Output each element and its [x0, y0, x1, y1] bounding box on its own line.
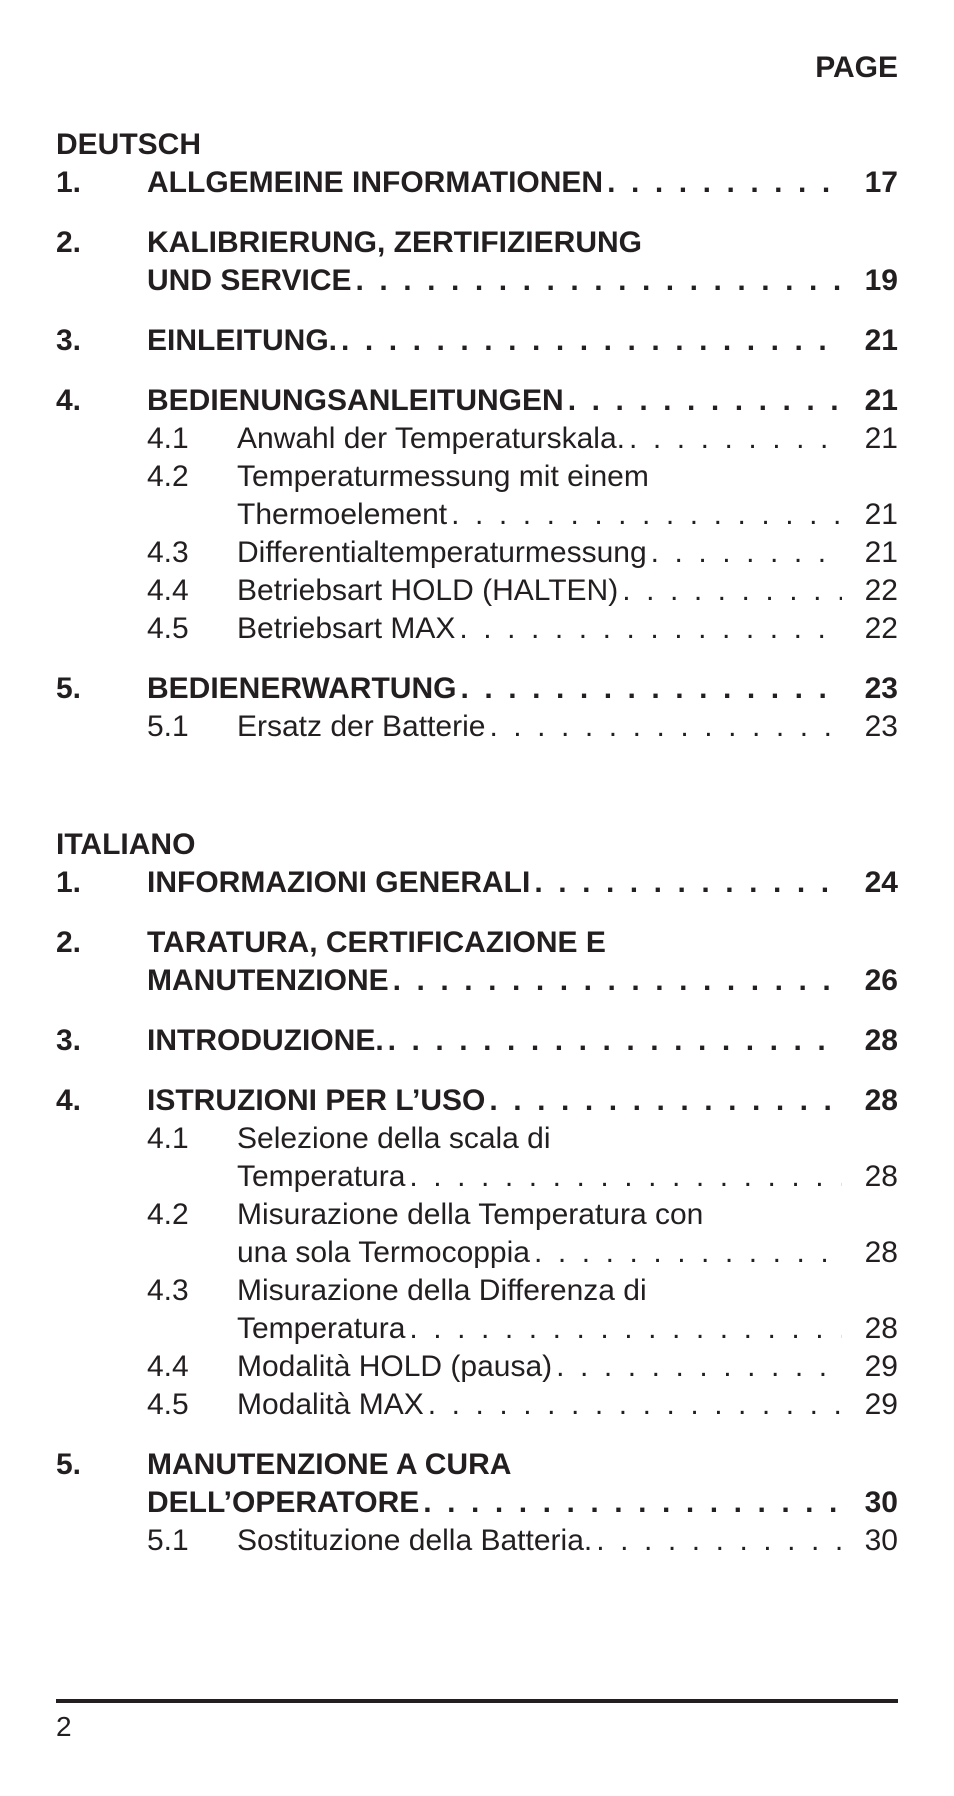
toc-number: 4.: [56, 384, 82, 417]
language-heading: ITALIANO: [56, 828, 196, 861]
toc-title: Sostituzione della Batteria.: [237, 1524, 593, 1557]
toc-page: 23: [864, 710, 898, 743]
leader-dots: [622, 572, 842, 610]
leader-dots: [596, 1522, 842, 1560]
leader-dots: [651, 534, 842, 572]
toc-title-line1: Temperaturmessung mit einem: [237, 460, 649, 493]
toc-subentry[interactable]: [56, 1522, 898, 1560]
leader-dots: [556, 1348, 842, 1386]
leader-dots: [388, 1022, 842, 1060]
toc-entry[interactable]: [56, 224, 898, 300]
toc-entry[interactable]: [56, 670, 898, 708]
toc-number: 4.5: [147, 612, 189, 645]
toc-page: 28: [864, 1312, 898, 1345]
toc-number: 4.: [56, 1084, 82, 1117]
toc-title: Betriebsart MAX: [237, 612, 456, 645]
toc-subentry[interactable]: [56, 1272, 898, 1348]
toc-page: 22: [864, 574, 898, 607]
leader-dots: [489, 1082, 842, 1120]
leader-dots: [459, 610, 842, 648]
leader-dots: [534, 864, 842, 902]
toc-number: 5.1: [147, 710, 189, 743]
leader-dots: [534, 1234, 842, 1272]
leader-dots: [356, 262, 843, 300]
toc-page: 30: [864, 1486, 898, 1519]
leader-dots: [460, 670, 842, 708]
leader-dots: [423, 1484, 842, 1522]
toc-title-line1: Selezione della scala di: [237, 1122, 551, 1155]
toc-page: 28: [864, 1160, 898, 1193]
toc-title: INFORMAZIONI GENERALI: [147, 866, 531, 899]
toc-number: 3.: [56, 324, 82, 357]
leader-dots: [489, 708, 842, 746]
toc-number: 5.: [56, 672, 82, 705]
toc-number: 4.3: [147, 536, 189, 569]
toc-page: 30: [864, 1524, 898, 1557]
toc-number: 1.: [56, 866, 82, 899]
toc-page: 21: [864, 422, 898, 455]
toc-subentry[interactable]: [56, 610, 898, 648]
toc-page: 22: [864, 612, 898, 645]
toc-title-line1: TARATURA, CERTIFICAZIONE E: [147, 926, 606, 959]
toc-title-line2: una sola Termocoppia: [237, 1236, 530, 1269]
toc-title: BEDIENERWARTUNG: [147, 672, 457, 705]
toc-subentry[interactable]: [56, 1386, 898, 1424]
toc-title-line1: Misurazione della Temperatura con: [237, 1198, 704, 1231]
toc-page: 21: [864, 536, 898, 569]
leader-dots: [568, 382, 842, 420]
leader-dots: [393, 962, 842, 1000]
toc-subentry[interactable]: [56, 572, 898, 610]
toc-title: EINLEITUNG.: [147, 324, 338, 357]
toc-number: 4.5: [147, 1388, 189, 1421]
toc-entry[interactable]: [56, 1022, 898, 1060]
leader-dots: [451, 496, 842, 534]
toc-title-line2: Temperatura: [237, 1312, 406, 1345]
toc-page: 23: [864, 672, 898, 705]
leader-dots: [607, 164, 842, 202]
leader-dots: [341, 322, 842, 360]
toc-entry[interactable]: [56, 864, 898, 902]
toc-title-line1: Misurazione della Differenza di: [237, 1274, 647, 1307]
toc-title-line2: Thermoelement: [237, 498, 448, 531]
leader-dots: [629, 420, 842, 458]
toc-number: 4.3: [147, 1274, 189, 1307]
toc-title: Modalità HOLD (pausa): [237, 1350, 553, 1383]
toc-page: 29: [864, 1388, 898, 1421]
toc-entry[interactable]: [56, 1082, 898, 1120]
footer-rule: [56, 1699, 898, 1703]
leader-dots: [409, 1158, 842, 1196]
page-number: 2: [56, 1711, 72, 1742]
toc-number: 3.: [56, 1024, 82, 1057]
toc-title-line2: Temperatura: [237, 1160, 406, 1193]
toc-number: 4.4: [147, 1350, 189, 1383]
toc-title-line1: MANUTENZIONE A CURA: [147, 1448, 512, 1481]
page-column-heading: PAGE: [815, 51, 898, 84]
toc-entry[interactable]: [56, 164, 898, 202]
toc-title-line2: MANUTENZIONE: [147, 964, 389, 997]
toc-subentry[interactable]: [56, 1348, 898, 1386]
toc-title-line2: DELL’OPERATORE: [147, 1486, 420, 1519]
toc-number: 2.: [56, 926, 82, 959]
toc-subentry[interactable]: [56, 458, 898, 534]
toc-entry[interactable]: [56, 382, 898, 420]
leader-dots: [428, 1386, 842, 1424]
toc-page: 21: [864, 324, 898, 357]
toc-number: 1.: [56, 166, 82, 199]
toc-title-line1: KALIBRIERUNG, ZERTIFIZIERUNG: [147, 226, 642, 259]
toc-subentry[interactable]: [56, 1196, 898, 1272]
toc-title: Modalità MAX: [237, 1388, 424, 1421]
toc-subentry[interactable]: [56, 534, 898, 572]
toc-number: 5.: [56, 1448, 82, 1481]
toc-title: Betriebsart HOLD (HALTEN): [237, 574, 619, 607]
toc-page: 24: [864, 866, 898, 899]
toc-title: Ersatz der Batterie: [237, 710, 486, 743]
toc-page: 29: [864, 1350, 898, 1383]
toc-page: 28: [864, 1236, 898, 1269]
toc-section-deutsch: [56, 126, 898, 746]
language-heading: DEUTSCH: [56, 128, 202, 161]
toc-number: 2.: [56, 226, 82, 259]
toc-page: 26: [864, 964, 898, 997]
toc-title: INTRODUZIONE.: [147, 1024, 384, 1057]
toc-number: 4.1: [147, 422, 189, 455]
toc-page: 21: [864, 384, 898, 417]
toc-page: 28: [864, 1084, 898, 1117]
toc-page: 28: [864, 1024, 898, 1057]
toc-number: 4.2: [147, 460, 189, 493]
toc-entry[interactable]: [56, 322, 898, 360]
toc-title: BEDIENUNGSANLEITUNGEN: [147, 384, 564, 417]
toc-subentry[interactable]: [56, 1120, 898, 1196]
toc-subentry[interactable]: [56, 708, 898, 746]
toc-number: 4.1: [147, 1122, 189, 1155]
leader-dots: [409, 1310, 842, 1348]
toc-page: 17: [864, 166, 898, 199]
toc-entry[interactable]: [56, 1446, 898, 1522]
toc-title: Anwahl der Temperaturskala.: [237, 422, 625, 455]
toc-page: 21: [864, 498, 898, 531]
toc-title: ALLGEMEINE INFORMATIONEN: [147, 166, 604, 199]
toc-subentry[interactable]: [56, 420, 898, 458]
toc-title: Differentialtemperaturmessung: [237, 536, 647, 569]
toc-number: 4.2: [147, 1198, 189, 1231]
toc-title: ISTRUZIONI PER L’USO: [147, 1084, 486, 1117]
toc-section-italiano: [56, 826, 898, 1560]
toc-page: 19: [864, 264, 898, 297]
toc-entry[interactable]: [56, 924, 898, 1000]
toc-number: 4.4: [147, 574, 189, 607]
toc-title-line2: UND SERVICE: [147, 264, 352, 297]
toc-number: 5.1: [147, 1524, 189, 1557]
